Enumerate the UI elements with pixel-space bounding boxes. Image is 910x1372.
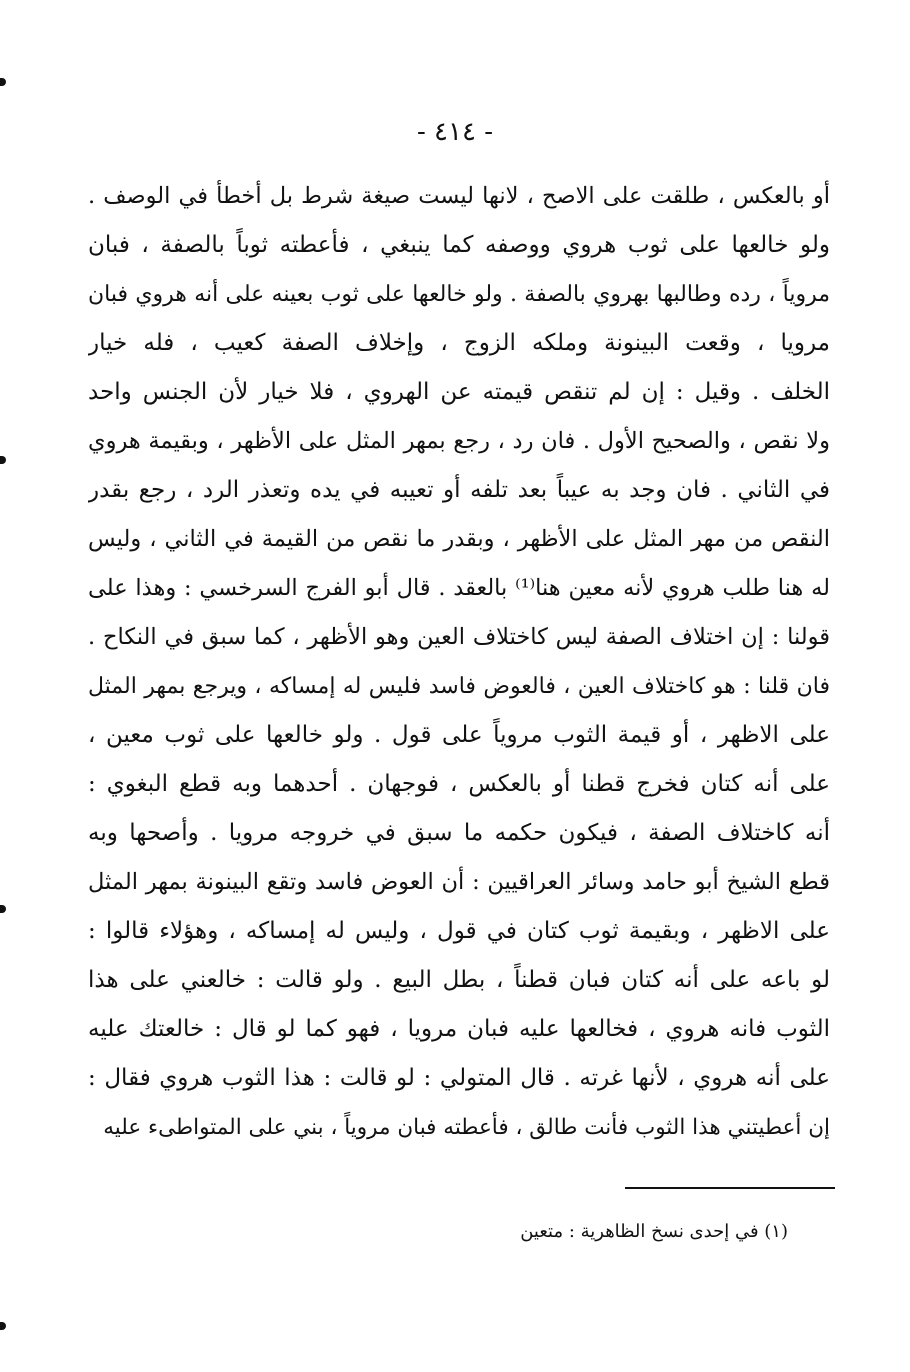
text-line: على أنه كتان فخرج قطنا أو بالعكس ، فوجهان . أحدهما وبه قطع البغوي : — [88, 771, 830, 797]
text-line: ولو خالعها على ثوب هروي ووصفه كما ينبغي ، فأعطته ثوباً بالصفة ، فبان — [88, 232, 830, 258]
text-line: على أنه هروي ، لأنها غرته . قال المتولي : لو قالت : هذا الثوب هروي فقال : — [88, 1065, 830, 1091]
footnote-divider — [625, 1187, 835, 1189]
text-line: فان قلنا : هو كاختلاف العين ، فالعوض فاسد فليس له إمساكه ، ويرجع بمهر المثل — [88, 674, 830, 699]
text-line: إن أعطيتني هذا الثوب فأنت طالق ، فأعطته فبان مروياً ، بني على المتواطىء عليه — [103, 1115, 830, 1140]
text-line: على الاظهر ، وبقيمة ثوب كتان في قول ، وليس له إمساكه ، وهؤلاء قالوا : — [88, 918, 830, 944]
text-line: في الثاني . فان وجد به عيباً بعد تلفه أو تعيبه في يده وتعذر الرد ، رجع بقدر — [88, 477, 830, 503]
text-line: قولنا : إن اختلاف الصفة ليس كاختلاف العين وهو الأظهر ، كما سبق في النكاح . — [88, 624, 830, 650]
page-number: - ٤١٤ - — [416, 117, 494, 147]
text-line: الخلف . وقيل : إن لم تنقص قيمته عن الهروي ، فلا خيار لأن الجنس واحد — [88, 379, 830, 405]
body-text — [88, 172, 830, 1152]
text-line: مرويا ، وقعت البينونة وملكه الزوج ، وإخلاف الصفة كعيب ، فله خيار — [88, 330, 830, 356]
text-line: مروياً ، رده وطالبها بهروي بالصفة . ولو خالعها على ثوب بعينه على أنه هروي فبان — [88, 282, 830, 307]
footnote: (١) في إحدى نسخ الظاهرية : متعين — [520, 1221, 788, 1242]
text-line: له هنا طلب هروي لأنه معين هنا⁽¹⁾ بالعقد . قال أبو الفرج السرخسي : وهذا على — [88, 575, 830, 601]
text-line: أو بالعكس ، طلقت على الاصح ، لانها ليست صيغة شرط بل أخطأ في الوصف . — [88, 183, 830, 209]
scan-edge-mark — [0, 1322, 6, 1330]
scan-edge-mark — [0, 905, 6, 913]
text-line: ولا نقص ، والصحيح الأول . فان رد ، رجع بمهر المثل على الأظهر ، وبقيمة هروي — [88, 428, 830, 454]
scan-edge-mark — [0, 78, 6, 86]
text-line: النقص من مهر المثل على الأظهر ، وبقدر ما نقص من القيمة في الثاني ، وليس — [88, 526, 830, 552]
text-line: الثوب فانه هروي ، فخالعها عليه فبان مرويا ، فهو كما لو قال : خالعتك عليه — [88, 1016, 830, 1042]
text-line: قطع الشيخ أبو حامد وسائر العراقيين : أن العوض فاسد وتقع البينونة بمهر المثل — [88, 869, 830, 895]
text-line: على الاظهر ، أو قيمة الثوب مروياً على قول . ولو خالعها على ثوب معين ، — [88, 722, 830, 748]
text-line: لو باعه على أنه كتان فبان قطناً ، بطل البيع . ولو قالت : خالعني على هذا — [88, 967, 830, 993]
scan-edge-mark — [0, 456, 6, 464]
text-line: أنه كاختلاف الصفة ، فيكون حكمه ما سبق في خروجه مرويا . وأصحها وبه — [88, 820, 830, 846]
